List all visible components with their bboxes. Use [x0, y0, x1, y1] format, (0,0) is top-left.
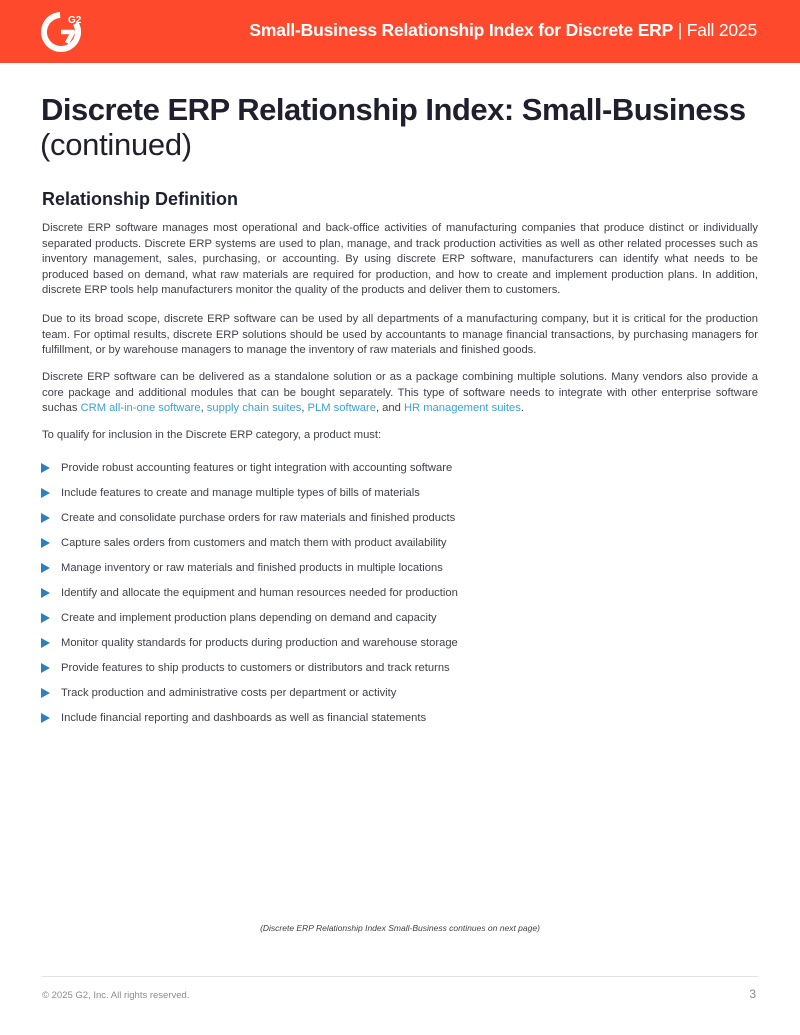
link-separator: , and: [375, 402, 404, 415]
bullet-triangle-icon: [41, 713, 50, 723]
bullet-triangle-icon: [41, 663, 50, 673]
report-title: [249, 20, 757, 41]
definition-paragraph-3: [42, 370, 758, 417]
page-subtitle: (continued): [40, 127, 192, 162]
criteria-text: Create and implement production plans depending on demand and capacity: [61, 611, 437, 624]
page-number: 3: [749, 987, 756, 1001]
link-separator: ,: [200, 402, 207, 415]
criteria-text: Monitor quality standards for products during production and warehouse storage: [61, 636, 458, 649]
bullet-triangle-icon: [41, 638, 50, 648]
paragraph-3-end: .: [520, 402, 524, 415]
page-title: Discrete ERP Relationship Index: Small-Business: [41, 92, 746, 127]
bullet-triangle-icon: [41, 463, 50, 473]
list-item: [40, 530, 756, 555]
criteria-text: Provide features to ship products to customers or distributors and track returns: [61, 661, 450, 674]
list-item: [40, 455, 756, 480]
copyright-text: © 2025 G2, Inc. All rights reserved.: [42, 990, 190, 1001]
continue-note: (Discrete ERP Relationship Index Small-Business continues on next page): [260, 923, 540, 933]
link-supply-chain-suites[interactable]: supply chain suites: [206, 402, 302, 415]
section-title: Relationship Definition: [42, 189, 238, 209]
bullet-triangle-icon: [41, 588, 50, 598]
list-item: [40, 505, 756, 530]
list-item: [40, 555, 756, 580]
definition-paragraph-2: Due to its broad scope, discrete ERP software can be used by all departments of a manufacturing company, but it is critical for the production team. For optimal results, discrete ERP solutions should be used by accountants to manage financial transactions, by purchasing managers for fulfillment, or by warehouse managers to manage the inventory of raw materials and finished goods.: [42, 313, 758, 357]
criteria-text: Identify and allocate the equipment and human resources needed for production: [61, 586, 458, 599]
criteria-text: Create and consolidate purchase orders for raw materials and finished products: [61, 511, 456, 524]
criteria-text: Manage inventory or raw materials and finished products in multiple locations: [61, 561, 443, 574]
logo-text: G2: [68, 15, 82, 26]
criteria-list: [40, 455, 756, 730]
criteria-text: Provide robust accounting features or tight integration with accounting software: [61, 461, 453, 474]
footer-divider: [42, 976, 758, 977]
bullet-triangle-icon: [41, 488, 50, 498]
title-separator: |: [677, 20, 683, 40]
list-item: [40, 680, 756, 705]
report-title-main: Small-Business Relationship Index for Discrete ERP: [249, 20, 674, 40]
g2-logo-icon: [40, 11, 84, 53]
bullet-triangle-icon: [41, 563, 50, 573]
link-hr-management-suites[interactable]: HR management suites: [403, 402, 521, 415]
link-plm-software[interactable]: PLM software: [307, 402, 376, 415]
link-separator: ,: [301, 402, 308, 415]
bullet-triangle-icon: [41, 613, 50, 623]
list-item: [40, 655, 756, 680]
bullet-triangle-icon: [41, 688, 50, 698]
list-item: [40, 480, 756, 505]
header-banner: [0, 0, 800, 63]
list-item: [40, 705, 756, 730]
list-item: [40, 630, 756, 655]
criteria-text: Track production and administrative costs per department or activity: [61, 686, 397, 699]
paragraph-3-text: Discrete ERP software can be delivered as a standalone solution or as a package combining multiple solutions. Many vendors also provide a core package and additional modules that can be bought separately. This type of software needs to integrate with other enterprise software suchas: [42, 371, 758, 415]
qualify-intro: To qualify for inclusion in the Discrete ERP category, a product must:: [42, 429, 382, 441]
list-item: [40, 580, 756, 605]
bullet-triangle-icon: [41, 513, 50, 523]
list-item: [40, 605, 756, 630]
definition-paragraph-1: Discrete ERP software manages most operational and back-office activities of manufacturing companies that produce distinct or individually separated products. Discrete ERP systems are used to plan, manage, and track production activities as well as other related processes such as inventory management, sales, purchasing, or accounting. By using discrete ERP software, manufacturers can identify what needs to be produced based on demand, what raw materials are required for production, and how to create and implement production plans. In addition, discrete ERP tools help manufacturers monitor the quality of the products and deliver them to customers.: [42, 222, 758, 297]
criteria-text: Include features to create and manage multiple types of bills of materials: [61, 486, 420, 499]
criteria-text: Capture sales orders from customers and match them with product availability: [61, 536, 447, 549]
link-crm-all-in-one[interactable]: CRM all-in-one software: [80, 402, 201, 415]
criteria-text: Include financial reporting and dashboards as well as financial statements: [61, 711, 427, 724]
bullet-triangle-icon: [41, 538, 50, 548]
report-season: Fall 2025: [686, 20, 757, 40]
